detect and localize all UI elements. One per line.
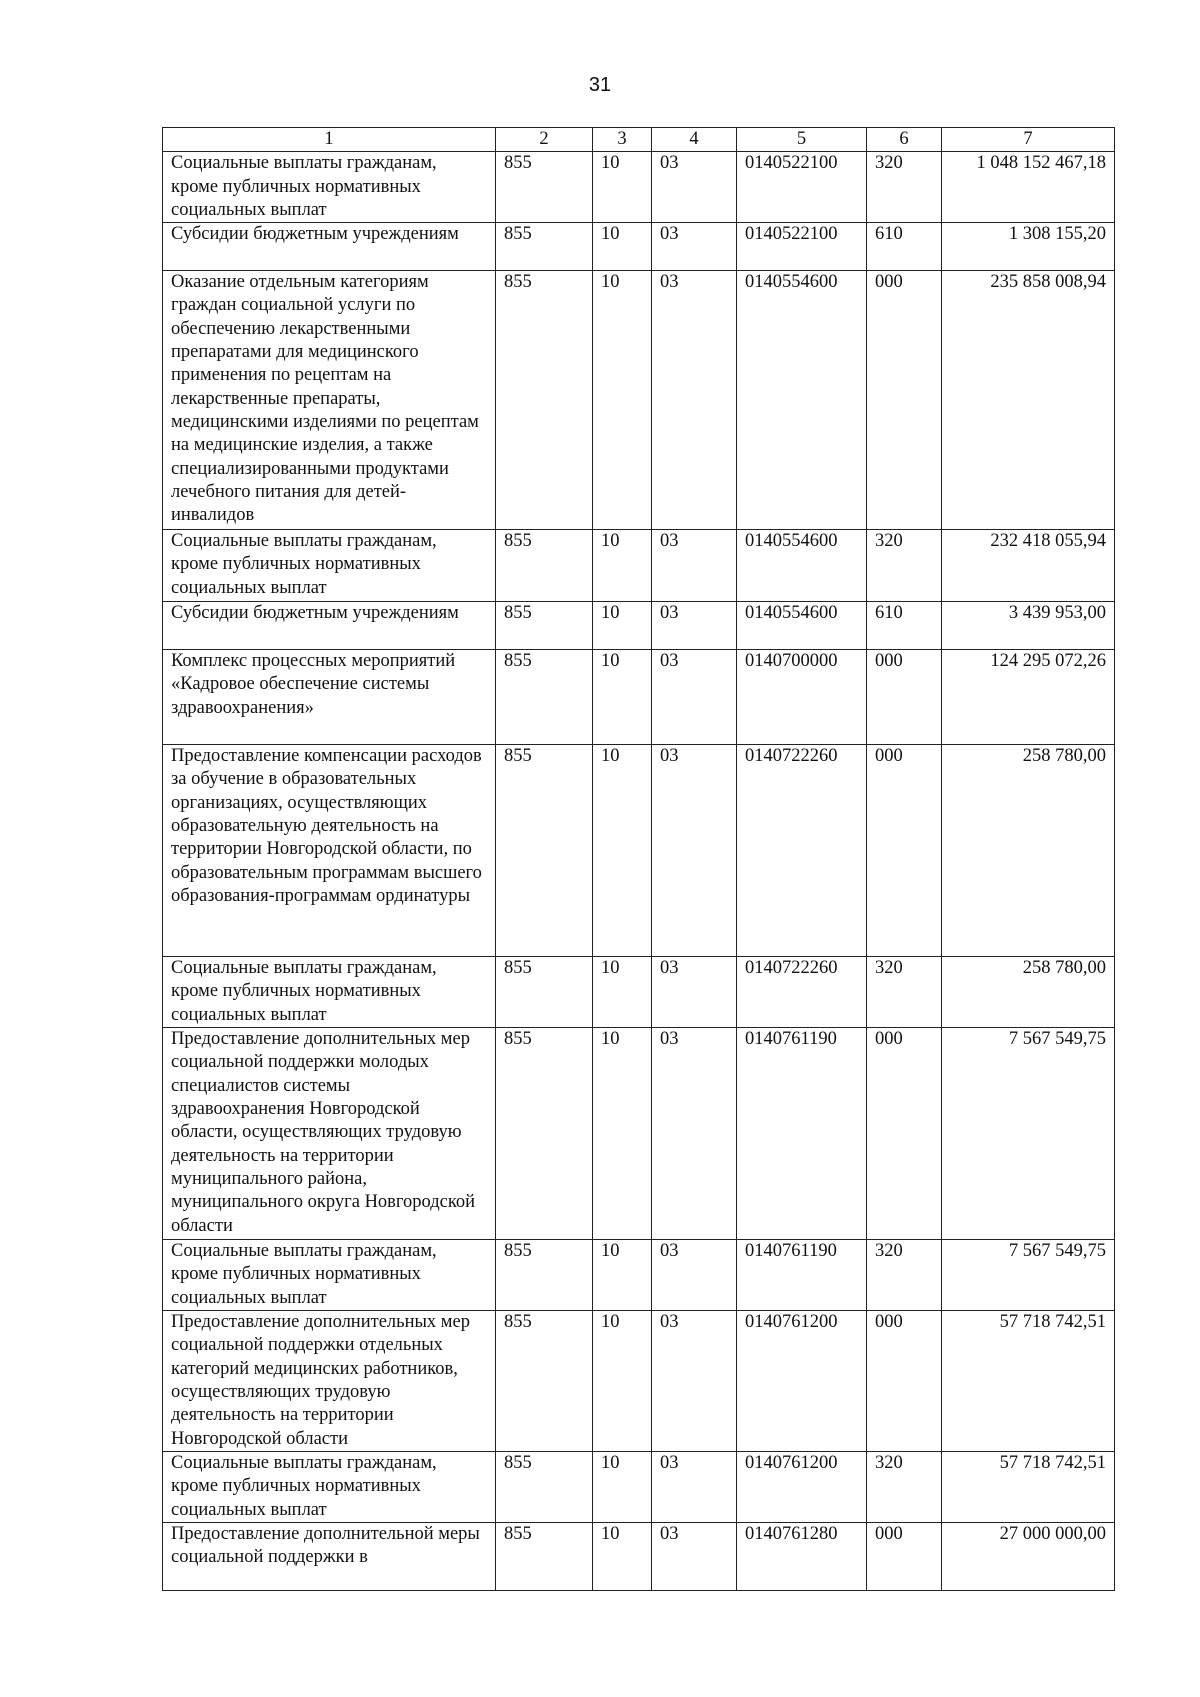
row-name: Социальные выплаты гражданам, кроме публичных нормативных социальных выплат	[163, 530, 496, 602]
row-ministry: 855	[496, 1240, 593, 1311]
row-target: 0140761200	[737, 1311, 867, 1452]
row-expense-type: 320	[867, 530, 942, 602]
row-ministry: 855	[496, 957, 593, 1028]
row-target: 0140522100	[737, 223, 867, 271]
row-name: Предоставление дополнительной меры социальной поддержки в	[163, 1523, 496, 1591]
row-name: Социальные выплаты гражданам, кроме публичных нормативных социальных выплат	[163, 1452, 496, 1523]
row-name: Социальные выплаты гражданам, кроме публичных нормативных социальных выплат	[163, 152, 496, 223]
row-ministry: 855	[496, 1452, 593, 1523]
row-target: 0140554600	[737, 271, 867, 530]
row-target: 0140761190	[737, 1240, 867, 1311]
row-subsection: 03	[652, 530, 737, 602]
row-amount: 258 780,00	[942, 745, 1115, 957]
row-amount: 1 048 152 467,18	[942, 152, 1115, 223]
row-expense-type: 610	[867, 602, 942, 650]
column-header: 5	[737, 128, 867, 152]
row-target: 0140761190	[737, 1028, 867, 1240]
table-row	[163, 745, 1115, 957]
row-expense-type: 610	[867, 223, 942, 271]
row-target: 0140522100	[737, 152, 867, 223]
row-subsection: 03	[652, 1240, 737, 1311]
column-header: 3	[593, 128, 652, 152]
row-amount: 258 780,00	[942, 957, 1115, 1028]
row-subsection: 03	[652, 602, 737, 650]
row-name: Комплекс процессных мероприятий «Кадровое обеспечение системы здравоохранения»	[163, 650, 496, 745]
row-section: 10	[593, 1523, 652, 1591]
row-ministry: 855	[496, 1523, 593, 1591]
budget-table	[162, 127, 1115, 1591]
row-section: 10	[593, 152, 652, 223]
row-name: Субсидии бюджетным учреждениям	[163, 223, 496, 271]
row-subsection: 03	[652, 271, 737, 530]
row-section: 10	[593, 1240, 652, 1311]
column-header: 1	[163, 128, 496, 152]
row-amount: 7 567 549,75	[942, 1240, 1115, 1311]
row-target: 0140554600	[737, 602, 867, 650]
row-name: Социальные выплаты гражданам, кроме публичных нормативных социальных выплат	[163, 957, 496, 1028]
row-ministry: 855	[496, 152, 593, 223]
row-target: 0140761200	[737, 1452, 867, 1523]
row-ministry: 855	[496, 223, 593, 271]
row-ministry: 855	[496, 650, 593, 745]
row-name: Субсидии бюджетным учреждениям	[163, 602, 496, 650]
row-section: 10	[593, 1028, 652, 1240]
table-row	[163, 957, 1115, 1028]
row-expense-type: 320	[867, 957, 942, 1028]
row-expense-type: 000	[867, 271, 942, 530]
row-expense-type: 320	[867, 152, 942, 223]
row-subsection: 03	[652, 1523, 737, 1591]
row-section: 10	[593, 223, 652, 271]
row-section: 10	[593, 957, 652, 1028]
row-amount: 1 308 155,20	[942, 223, 1115, 271]
row-expense-type: 000	[867, 1311, 942, 1452]
row-ministry: 855	[496, 602, 593, 650]
table-row	[163, 1311, 1115, 1452]
row-ministry: 855	[496, 745, 593, 957]
row-expense-type: 000	[867, 1523, 942, 1591]
row-name: Предоставление компенсации расходов за обучение в образовательных организациях, осуществляющих образовательную деятельность на территории Новгородской области, по образовательным программам высшего образования-программам ординатуры	[163, 745, 496, 957]
row-amount: 57 718 742,51	[942, 1311, 1115, 1452]
column-header: 2	[496, 128, 593, 152]
row-subsection: 03	[652, 650, 737, 745]
row-name: Оказание отдельным категориям граждан социальной услуги по обеспечению лекарственными препаратами для медицинского применения по рецептам на лекарственные препараты, медицинскими изделиями по рецептам на медицинские изделия, а также специализированными продуктами лечебного питания для детей-инвалидов	[163, 271, 496, 530]
row-subsection: 03	[652, 1028, 737, 1240]
row-ministry: 855	[496, 271, 593, 530]
row-amount: 27 000 000,00	[942, 1523, 1115, 1591]
row-section: 10	[593, 745, 652, 957]
column-header: 7	[942, 128, 1115, 152]
row-target: 0140722260	[737, 957, 867, 1028]
row-ministry: 855	[496, 530, 593, 602]
column-header: 4	[652, 128, 737, 152]
row-target: 0140761280	[737, 1523, 867, 1591]
row-target: 0140554600	[737, 530, 867, 602]
row-expense-type: 320	[867, 1452, 942, 1523]
row-expense-type: 320	[867, 1240, 942, 1311]
row-section: 10	[593, 1452, 652, 1523]
row-subsection: 03	[652, 152, 737, 223]
row-name: Предоставление дополнительных мер социальной поддержки отдельных категорий медицинских работников, осуществляющих трудовую деятельность на территории Новгородской области	[163, 1311, 496, 1452]
page-number: 31	[588, 74, 612, 96]
table-row	[163, 152, 1115, 223]
row-ministry: 855	[496, 1028, 593, 1240]
table-row	[163, 223, 1115, 271]
row-subsection: 03	[652, 957, 737, 1028]
row-section: 10	[593, 602, 652, 650]
row-amount: 3 439 953,00	[942, 602, 1115, 650]
table-row	[163, 1452, 1115, 1523]
row-amount: 232 418 055,94	[942, 530, 1115, 602]
row-subsection: 03	[652, 1452, 737, 1523]
row-amount: 57 718 742,51	[942, 1452, 1115, 1523]
table-row	[163, 650, 1115, 745]
row-subsection: 03	[652, 745, 737, 957]
table-row	[163, 530, 1115, 602]
row-target: 0140700000	[737, 650, 867, 745]
row-ministry: 855	[496, 1311, 593, 1452]
row-section: 10	[593, 271, 652, 530]
row-amount: 7 567 549,75	[942, 1028, 1115, 1240]
row-subsection: 03	[652, 223, 737, 271]
row-amount: 235 858 008,94	[942, 271, 1115, 530]
row-section: 10	[593, 1311, 652, 1452]
row-name: Предоставление дополнительных мер социальной поддержки молодых специалистов системы здравоохранения Новгородской области, осуществляющих трудовую деятельность на территории муниципального района, муниципального округа Новгородской области	[163, 1028, 496, 1240]
row-target: 0140722260	[737, 745, 867, 957]
row-subsection: 03	[652, 1311, 737, 1452]
table-row	[163, 1523, 1115, 1591]
header-row	[163, 128, 1115, 152]
row-amount: 124 295 072,26	[942, 650, 1115, 745]
column-header: 6	[867, 128, 942, 152]
row-section: 10	[593, 530, 652, 602]
row-expense-type: 000	[867, 745, 942, 957]
row-expense-type: 000	[867, 650, 942, 745]
table-row	[163, 1028, 1115, 1240]
table-row	[163, 271, 1115, 530]
row-expense-type: 000	[867, 1028, 942, 1240]
row-section: 10	[593, 650, 652, 745]
table-row	[163, 1240, 1115, 1311]
row-name: Социальные выплаты гражданам, кроме публичных нормативных социальных выплат	[163, 1240, 496, 1311]
table-row	[163, 602, 1115, 650]
